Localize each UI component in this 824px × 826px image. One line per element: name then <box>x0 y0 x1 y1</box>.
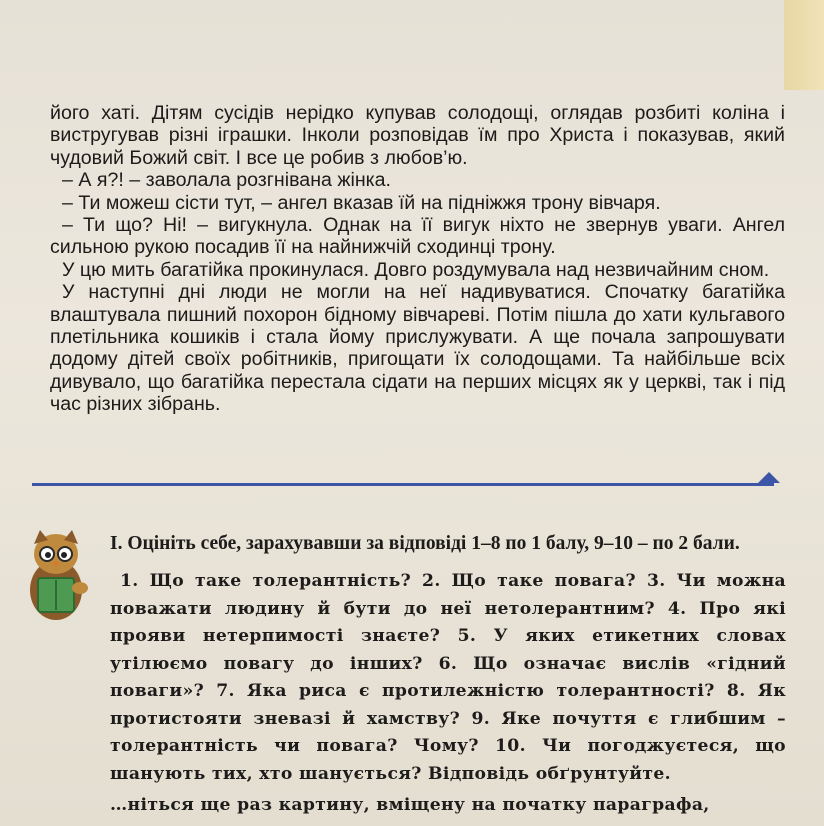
story-paragraph-1: його хаті. Дітям сусідів нерідко купував солодощі, оглядав розбиті коліна і вистругував різні іграшки. Інколи розповідав їм про Христа і показував, який чудовий Божий світ. І все це робив з любов’ю. <box>50 102 785 169</box>
page-tab-strip <box>784 0 824 90</box>
task-questions: 1. Що таке толерантність? 2. Що таке повага? 3. Чи можна поважати людину й бути до неї нетолерантним? 4. Про які прояви нетерпимості знаєте? 5. У яких етикетних словах утілюємо повагу до інших? 6. Що означає вислів «гідний поваги»? 7. Яка риса є протилежністю толерантності? 8. Як протистояти зневазі й хамству? 9. Яке почуття є глибшим – толерантність чи повага? Чому? 10. Чи погоджуєтеся, що шанують тих, хто шанується? Відповідь обґрунтуйте. <box>110 571 786 784</box>
section-divider <box>32 483 774 486</box>
story-paragraph-2: – А я?! – заволала розгнівана жінка. <box>62 169 391 192</box>
self-assessment-task <box>110 530 786 820</box>
story-paragraph-4: – Ти що? Ні! – вигукнула. Однак на її вигук ніхто не звернув уваги. Ангел сильною рукою посадив її на найнижчій сходинці трону. <box>50 214 785 259</box>
reading-owl-icon <box>20 528 100 624</box>
task-next-line: …ніться ще раз картину, вміщену на початку параграфа, <box>110 795 710 815</box>
story-text <box>50 102 785 416</box>
story-paragraph-5: У цю мить багатійка прокинулася. Довго роздумувала над незвичайним сном. <box>62 258 770 281</box>
task-heading: I. Оцініть себе, зарахувавши за відповіді 1–8 по 1 балу, 9–10 – по 2 бали. <box>110 533 740 554</box>
story-paragraph-3: – Ти можеш сісти тут, – ангел вказав їй на підніжжя трону вівчаря. <box>62 191 661 214</box>
story-paragraph-6: У наступні дні люди не могли на неї надивуватися. Спочатку багатійка влаштувала пишний похорон бідному вівчареві. Потім пішла до хати кульгавого плетільника кошиків і стала йому прислужувати. А ще почала запрошувати додому дітей своїх робітників, пригощати їх солодощами. Та найбільше всіх дивувало, що багатійка перестала сідати на перших місцях як у церкві, так і під час різних зібрань. <box>50 281 785 416</box>
triangle-marker-icon <box>758 472 780 483</box>
